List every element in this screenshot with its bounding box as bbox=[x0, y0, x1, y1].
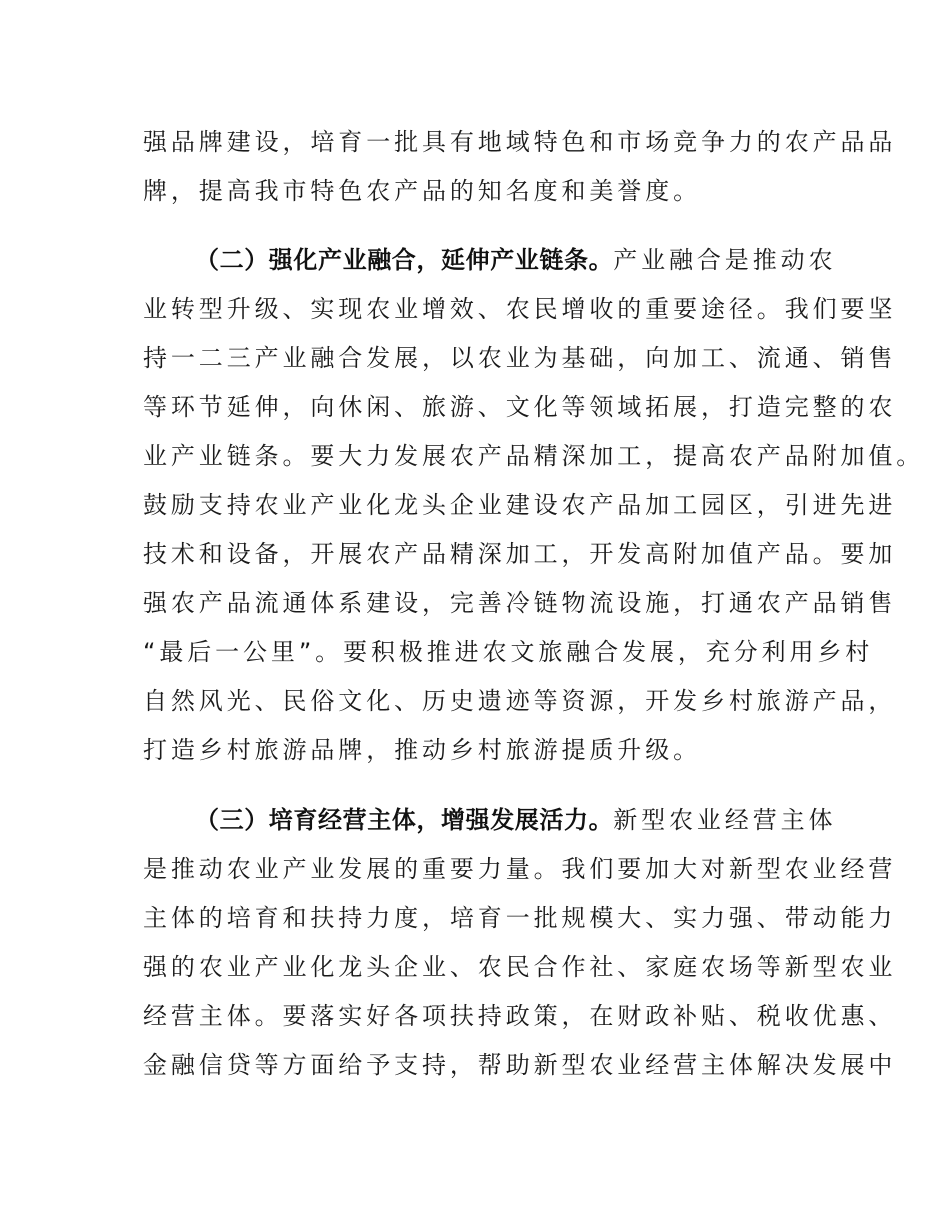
text-line: 主体的培育和扶持力度，培育一批规模大、实力强、带动能力 bbox=[143, 904, 897, 932]
section-3-paragraph bbox=[143, 796, 897, 1090]
text-line: 自然风光、民俗文化、历史遗迹等资源，开发乡村旅游产品， bbox=[143, 687, 897, 715]
text-line: 是推动农业产业发展的重要力量。我们要加大对新型农业经营 bbox=[143, 855, 897, 883]
text-line: 经营主体。要落实好各项扶持政策，在财政补贴、税收优惠、 bbox=[143, 1002, 897, 1030]
text-line: 业产业链条。要大力发展农产品精深加工，提高农产品附加值。 bbox=[143, 442, 925, 470]
section-3-first-line bbox=[143, 796, 837, 845]
text-line: 技术和设备，开展农产品精深加工，开发高附加值产品。要加 bbox=[143, 540, 897, 568]
text-line: 强农产品流通体系建设，完善冷链物流设施，打通农产品销售 bbox=[143, 589, 897, 617]
text-line: 强的农业产业化龙头企业、农民合作社、家庭农场等新型农业 bbox=[143, 953, 897, 981]
section-3-first-line-text: 新型农业经营主体 bbox=[613, 806, 837, 834]
text-line: 打造乡村旅游品牌，推动乡村旅游提质升级。 bbox=[143, 736, 701, 764]
text-line: 鼓励支持农业产业化龙头企业建设农产品加工园区，引进先进 bbox=[143, 491, 897, 519]
text-line: 金融信贷等方面给予支持，帮助新型农业经营主体解决发展中 bbox=[143, 1051, 897, 1079]
text-line: 强品牌建设，培育一批具有地域特色和市场竞争力的农产品品 bbox=[143, 128, 897, 156]
section-2-paragraph bbox=[143, 236, 925, 775]
text-line: 业转型升级、实现农业增效、农民增收的重要途径。我们要坚 bbox=[143, 295, 897, 323]
section-3-heading: （三）培育经营主体，增强发展活力。 bbox=[195, 806, 614, 834]
text-line: 持一二三产业融合发展，以农业为基础，向加工、流通、销售 bbox=[143, 344, 897, 372]
section-2-first-line bbox=[143, 236, 837, 285]
section-2-heading: （二）强化产业融合，延伸产业链条。 bbox=[195, 246, 614, 274]
text-line: “最后一公里”。要积极推进农文旅融合发展，充分利用乡村 bbox=[143, 638, 874, 666]
text-line: 牌，提高我市特色农产品的知名度和美誉度。 bbox=[143, 177, 701, 205]
text-line: 等环节延伸，向休闲、旅游、文化等领域拓展，打造完整的农 bbox=[143, 393, 897, 421]
section-2-first-line-text: 产业融合是推动农 bbox=[613, 246, 837, 274]
paragraph-continuation bbox=[143, 118, 897, 216]
